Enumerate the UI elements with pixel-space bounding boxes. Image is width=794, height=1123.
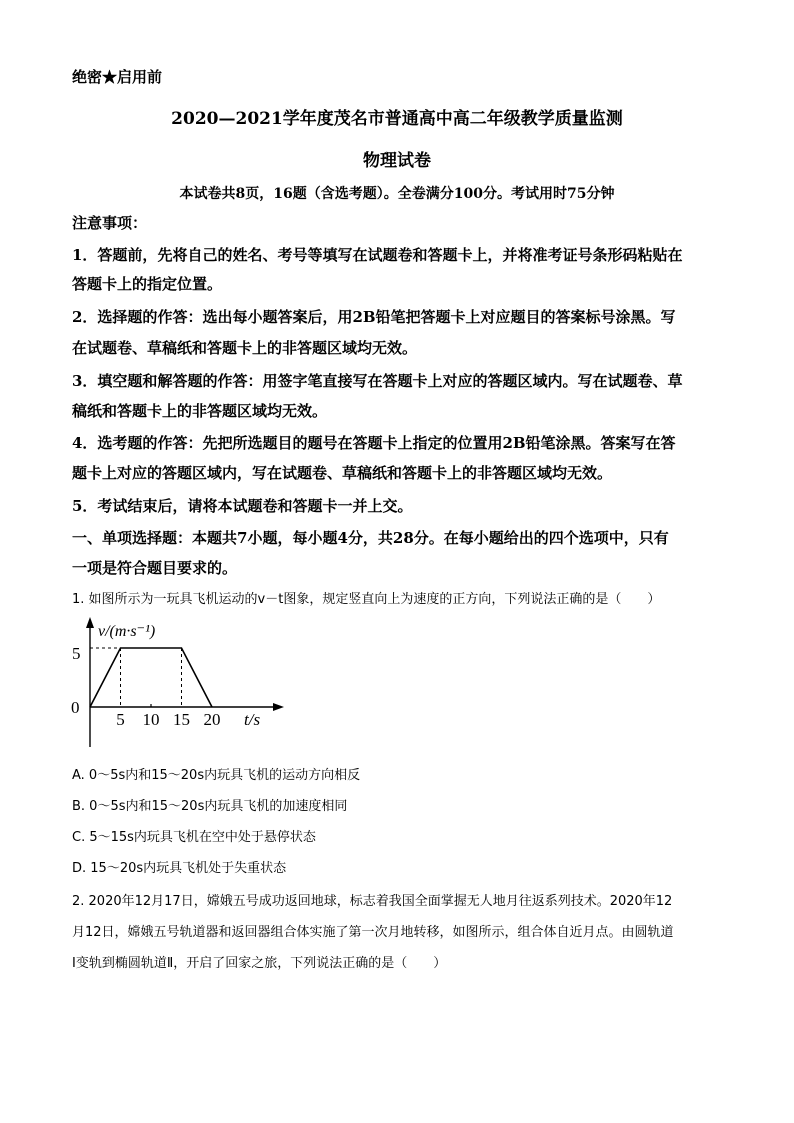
guide-dashes [90, 648, 182, 707]
y-axis-label: v/(m·s⁻¹) [98, 623, 156, 640]
exam-info: 本试卷共8页，16题（含选考题）。全卷满分100分。考试用时75分钟 [179, 186, 615, 202]
notice-line: 题卡上对应的答题区域内，写在试题卷、草稿纸和答题卡上的非答题区域均无效。 [72, 464, 613, 482]
notice-line: 在试题卷、草稿纸和答题卡上的非答题区域均无效。 [72, 339, 418, 357]
question-2-line: 月12日，嫦娥五号轨道器和返回器组合体实施了第一次月地转移，如图所示，组合体自近月点。由圆轨道 [72, 925, 674, 940]
confidential-label: 绝密★启用前 [72, 68, 163, 86]
question-2-line: Ⅰ变轨到椭圆轨道Ⅱ，开启了回家之旅，下列说法正确的是（ ） [72, 956, 447, 971]
exam-title: 2020—2021学年度茂名市普通高中高二年级教学质量监测 [171, 109, 623, 129]
origin-label: 0 [71, 698, 80, 717]
x-tick-label: 5 [116, 710, 125, 729]
x-tick-label: 15 [173, 710, 190, 729]
notice-line: 1．答题前，先将自己的姓名、考号等填写在试题卷和答题卡上，并将准考证号条形码粘贴在 [72, 246, 683, 264]
notice-line: 2．选择题的作答：选出每小题答案后，用2B铅笔把答题卡上对应题目的答案标号涂黑。写 [72, 308, 676, 326]
x-axis-label: t/s [244, 710, 261, 729]
question-1-stem: 1. 如图所示为一玩具飞机运动的v－t图象，规定竖直向上为速度的正方向，下列说法正确的是（ ） [72, 592, 661, 607]
section-heading: 一、单项选择题：本题共7小题，每小题4分，共28分。在每小题给出的四个选项中，只有 [72, 529, 669, 547]
notice-line: 答题卡上的指定位置。 [72, 275, 223, 293]
subject-title: 物理试卷 [363, 151, 431, 171]
x-axis-arrow [273, 703, 284, 711]
question-1-option-c[interactable]: C. 5～15s内玩具飞机在空中处于悬停状态 [72, 830, 316, 845]
y-axis-arrow [86, 617, 94, 628]
notice-line: 稿纸和答题卡上的非答题区域均无效。 [72, 402, 328, 420]
y-tick-label: 5 [72, 644, 81, 663]
notice-heading: 注意事项： [72, 214, 148, 232]
vt-graph [66, 615, 306, 755]
x-tick-label: 10 [142, 710, 160, 729]
notice-line: 4．选考题的作答：先把所选题目的题号在答题卡上指定的位置用2B铅笔涂黑。答案写在答 [72, 434, 676, 452]
question-2-line: 2. 2020年12月17日，嫦娥五号成功返回地球，标志着我国全面掌握无人地月往返系列技术。2020年12 [72, 894, 673, 909]
question-1-option-a[interactable]: A. 0～5s内和15～20s内玩具飞机的运动方向相反 [72, 768, 361, 783]
velocity-curve [90, 648, 212, 707]
section-heading-cont: 一项是符合题目要求的。 [72, 559, 238, 577]
x-tick-label: 20 [203, 710, 221, 729]
notice-line: 3．填空题和解答题的作答：用签字笔直接写在答题卡上对应的答题区域内。写在试题卷、草 [72, 372, 683, 390]
notice-line: 5．考试结束后，请将本试题卷和答题卡一并上交。 [72, 497, 413, 515]
question-1-option-b[interactable]: B. 0～5s内和15～20s内玩具飞机的加速度相同 [72, 799, 348, 814]
question-1-option-d[interactable]: D. 15～20s内玩具飞机处于失重状态 [72, 861, 287, 876]
